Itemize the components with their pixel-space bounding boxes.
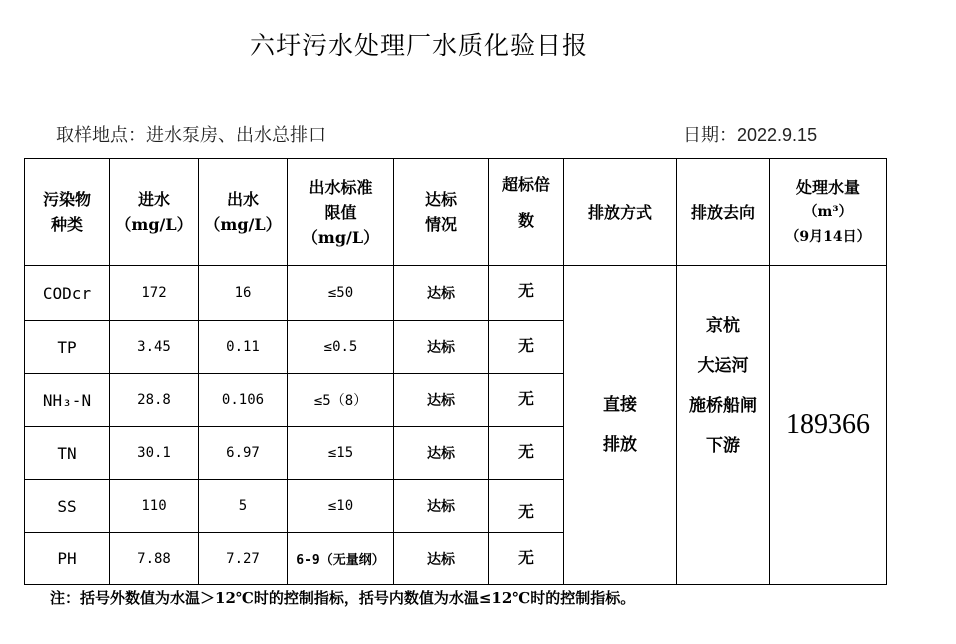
report-date: 日期：2022.9.15 <box>683 125 818 145</box>
effluent-cell: 0.106 <box>199 374 288 427</box>
report-title: 六圩污水处理厂水质化验日报 <box>249 31 588 60</box>
influent-cell: 28.8 <box>110 374 199 427</box>
influent-cell: 110 <box>110 480 199 533</box>
header-pollutant: 污染物 种类 <box>25 159 110 266</box>
sampling-location: 取样地点：进水泵房、出水总排口 <box>56 125 326 146</box>
limit-cell: ≤0.5 <box>288 321 394 374</box>
effluent-cell: 6.97 <box>199 427 288 480</box>
header-discharge-destination: 排放去向 <box>677 159 770 266</box>
status-cell: 达标 <box>394 374 489 427</box>
exceed-cell: 无 <box>489 374 564 427</box>
limit-cell: 6-9（无量纲） <box>288 533 394 585</box>
exceed-cell: 无 <box>489 480 564 533</box>
header-discharge-method: 排放方式 <box>564 159 677 266</box>
status-cell: 达标 <box>394 266 489 321</box>
discharge-destination-cell: 京杭 大运河 施桥船闸 下游 <box>677 266 770 585</box>
effluent-cell: 7.27 <box>199 533 288 585</box>
exceed-cell: 无 <box>489 266 564 321</box>
header-limit: 出水标准 限值 （mg/L） <box>288 159 394 266</box>
footnote: 注：括号外数值为水温＞12℃时的控制指标，括号内数值为水温≤12℃时的控制指标。 <box>50 589 636 607</box>
limit-cell: ≤5（8） <box>288 374 394 427</box>
exceed-cell: 无 <box>489 533 564 585</box>
effluent-cell: 5 <box>199 480 288 533</box>
discharge-method-cell: 直接 排放 <box>564 266 677 585</box>
pollutant-cell: TN <box>25 427 110 480</box>
pollutant-cell: NH₃-N <box>25 374 110 427</box>
header-exceed: 超标倍 数 <box>489 159 564 266</box>
header-influent: 进水 （mg/L） <box>110 159 199 266</box>
status-cell: 达标 <box>394 533 489 585</box>
header-status: 达标 情况 <box>394 159 489 266</box>
header-row <box>25 159 887 266</box>
influent-cell: 172 <box>110 266 199 321</box>
influent-cell: 7.88 <box>110 533 199 585</box>
pollutant-cell: TP <box>25 321 110 374</box>
pollutant-cell: CODcr <box>25 266 110 321</box>
effluent-cell: 0.11 <box>199 321 288 374</box>
volume-cell: 189366 <box>770 266 887 585</box>
limit-cell: ≤10 <box>288 480 394 533</box>
status-cell: 达标 <box>394 427 489 480</box>
exceed-cell: 无 <box>489 427 564 480</box>
water-quality-table <box>24 158 887 585</box>
pollutant-cell: PH <box>25 533 110 585</box>
header-volume: 处理水量 （m³） （9月14日） <box>770 159 887 266</box>
influent-cell: 3.45 <box>110 321 199 374</box>
header-effluent: 出水 （mg/L） <box>199 159 288 266</box>
influent-cell: 30.1 <box>110 427 199 480</box>
limit-cell: ≤15 <box>288 427 394 480</box>
exceed-cell: 无 <box>489 321 564 374</box>
status-cell: 达标 <box>394 480 489 533</box>
status-cell: 达标 <box>394 321 489 374</box>
table-row <box>25 266 887 321</box>
pollutant-cell: SS <box>25 480 110 533</box>
limit-cell: ≤50 <box>288 266 394 321</box>
effluent-cell: 16 <box>199 266 288 321</box>
